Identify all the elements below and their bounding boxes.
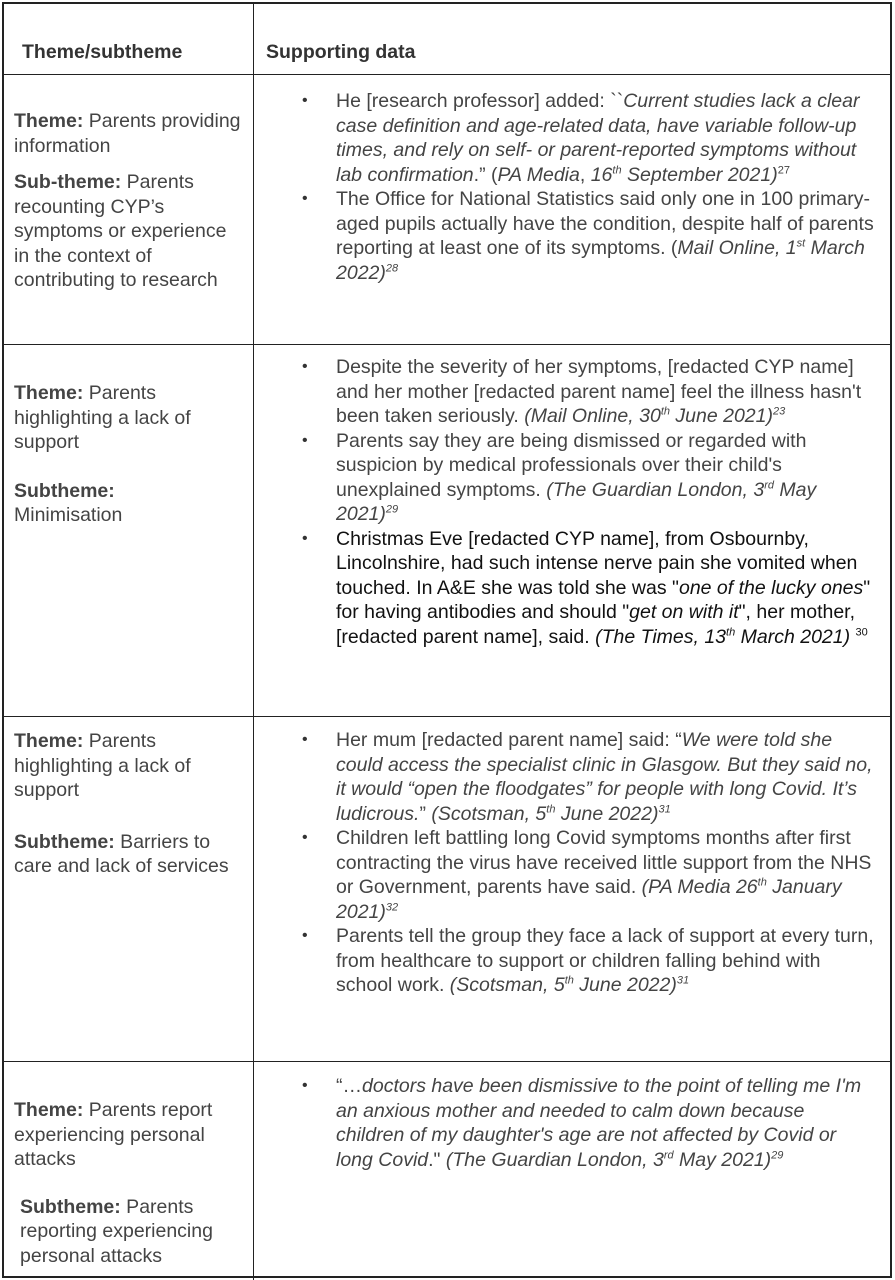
table-row	[4, 75, 890, 345]
subtheme-paragraph	[14, 479, 245, 528]
theme-label: Theme:	[14, 382, 84, 404]
source-date: 16	[590, 163, 613, 186]
date-suffix: th	[726, 626, 736, 638]
data-cell	[254, 717, 890, 1061]
reference-number: 27	[777, 164, 790, 176]
subtheme-text: Parents reporting experiencing personal attacks	[20, 1195, 213, 1267]
theme-paragraph	[14, 729, 245, 803]
source-date-rest: May 2021)	[673, 1148, 772, 1171]
data-cell	[254, 1062, 890, 1280]
source-date-rest: June 2022)	[573, 974, 677, 996]
quote-text: Current studies lack a clear case definition and age-related data, have variable follow-up times, and rely on self- or parent-reported symptoms without lab confirmation	[336, 90, 860, 186]
reference-number: 30	[855, 626, 868, 638]
data-cell	[254, 75, 890, 344]
source-citation: (The Guardian London, 3	[445, 1148, 664, 1171]
header-supporting-data: Supporting data	[266, 41, 416, 63]
date-suffix: th	[564, 974, 574, 987]
quote-lead: “…	[336, 1075, 362, 1097]
date-suffix: th	[546, 803, 556, 815]
evidence-list	[268, 728, 882, 998]
list-item	[268, 924, 882, 998]
theme-cell	[4, 717, 254, 1061]
date-suffix: th	[660, 405, 670, 418]
source-date-rest: March 2022)	[336, 237, 865, 284]
theme-text: Parents highlighting a lack of support	[14, 382, 191, 453]
reference-number: 31	[658, 803, 671, 815]
theme-paragraph	[14, 1098, 245, 1172]
source-citation: (Scotsman, 5	[431, 802, 547, 825]
item-text: Children left battling long Covid symptoms months after first contracting the virus have received little support from the NHS or Government, parents have said.	[336, 827, 872, 898]
themes-table	[2, 2, 892, 1278]
separator: ,	[579, 163, 591, 186]
quoted-phrase: get on with it	[629, 601, 739, 623]
item-text: The Office for National Statistics said only one in 100 primary-aged pupils actually have the condition, despite half of parents reporting at least one of its symptoms. (	[336, 188, 874, 259]
subtheme-label: Sub-theme:	[14, 171, 122, 193]
source-date-rest: June 2022)	[555, 802, 659, 825]
table-header-row	[4, 4, 890, 75]
list-item	[268, 728, 882, 826]
source-date-rest: June 2021)	[670, 405, 773, 427]
quote-text: doctors have been dismissive to the point of telling me I'm an anxious mother and needed to calm down because children of my daughter's age are not affected by Covid or long Covid	[336, 1075, 862, 1171]
subtheme-paragraph	[14, 830, 245, 879]
quote-text: We were told she could access the specialist clinic in Glasgow. But they said no, it would “open the floodgates” for people with long Covid. It’s ludicrous.	[336, 729, 873, 825]
date-suffix: th	[757, 876, 767, 889]
item-text: Christmas Eve [redacted CYP name], from Osbournby, Lincolnshire, had such intense nerve pain she vomited when touched. In A&E she was told she was "	[336, 527, 858, 599]
data-cell	[254, 345, 890, 716]
quote-lead: He [research professor] added: ``	[336, 90, 624, 112]
theme-paragraph	[14, 381, 245, 455]
quote-close: .” (	[473, 163, 498, 186]
subtheme-label: Subtheme:	[14, 830, 115, 853]
source-date-rest: January 2021)	[336, 876, 842, 923]
source-citation: (Scotsman, 5	[449, 974, 565, 996]
source-citation: Mail Online, 1	[677, 237, 797, 259]
table-row	[4, 345, 890, 717]
subtheme-text: Barriers to care and lack of services	[14, 830, 229, 877]
item-text: Parents tell the group they face a lack of support at every turn, from healthcare to support or children falling behind with school work.	[336, 925, 874, 996]
item-text: Despite the severity of her symptoms, [redacted CYP name] and her mother [redacted parent name] feel the illness hasn't been taken seriously.	[336, 356, 862, 427]
evidence-list	[268, 89, 882, 285]
subtheme-paragraph	[14, 1195, 245, 1269]
date-suffix: st	[796, 237, 806, 250]
date-suffix: rd	[663, 1149, 674, 1161]
date-suffix: rd	[764, 479, 774, 491]
theme-cell	[4, 1062, 254, 1280]
source-date-rest: May 2021)	[336, 478, 817, 525]
source-citation: (The Guardian London, 3	[546, 478, 765, 501]
subtheme-text: Minimisation	[14, 504, 123, 526]
reference-number: 32	[385, 901, 399, 913]
list-item	[268, 429, 882, 527]
reference-number: 29	[771, 1149, 784, 1161]
source-citation: (Mail Online, 30	[524, 405, 661, 427]
table-row	[4, 1062, 890, 1280]
reference-number: 31	[676, 974, 690, 987]
header-cell-data	[254, 4, 890, 74]
source-citation: (PA Media 26	[641, 876, 758, 898]
theme-label: Theme:	[14, 110, 84, 132]
list-item	[268, 89, 882, 187]
item-text: " for having antibodies and should "	[336, 576, 871, 623]
theme-label: Theme:	[14, 1099, 84, 1121]
reference-number: 28	[385, 262, 399, 274]
source-date-rest: March 2021)	[735, 625, 856, 648]
subtheme-label: Subtheme:	[14, 479, 115, 502]
quote-lead: Her mum [redacted parent name] said: “	[336, 729, 682, 751]
quote-close: ."	[428, 1148, 446, 1171]
theme-text: Parents providing information	[14, 110, 241, 157]
subtheme-paragraph	[14, 170, 245, 293]
theme-label: Theme:	[14, 730, 84, 752]
header-theme-subtheme: Theme/subtheme	[22, 41, 183, 63]
evidence-list	[268, 1074, 882, 1172]
theme-text: Parents report experiencing personal attacks	[14, 1099, 213, 1170]
source-citation: (The Times, 13	[595, 625, 727, 648]
item-text: ", her mother, [redacted parent name], said.	[336, 601, 856, 648]
list-item	[268, 355, 882, 429]
list-item	[268, 826, 882, 924]
theme-paragraph	[14, 109, 245, 158]
quote-close: ”	[419, 802, 432, 825]
subtheme-label: Subtheme:	[20, 1195, 121, 1218]
list-item	[268, 527, 882, 650]
source-name: PA Media	[497, 163, 580, 186]
theme-cell	[4, 345, 254, 716]
reference-number: 29	[385, 503, 399, 516]
reference-number: 23	[773, 405, 786, 418]
list-item	[268, 1074, 882, 1172]
date-suffix: th	[612, 164, 622, 176]
table-row	[4, 717, 890, 1062]
subtheme-text: Parents recounting CYP’s symptoms or experience in the context of contributing to research	[14, 171, 227, 291]
evidence-list	[268, 355, 882, 649]
theme-cell	[4, 75, 254, 344]
quoted-phrase: one of the lucky ones	[678, 576, 864, 599]
source-date-rest: September 2021)	[627, 163, 778, 186]
header-cell-theme	[4, 4, 254, 74]
list-item	[268, 187, 882, 285]
theme-text: Parents highlighting a lack of support	[14, 730, 191, 801]
item-text: Parents say they are being dismissed or regarded with suspicion by medical professionals over their child's unexplained symptoms.	[336, 429, 807, 501]
